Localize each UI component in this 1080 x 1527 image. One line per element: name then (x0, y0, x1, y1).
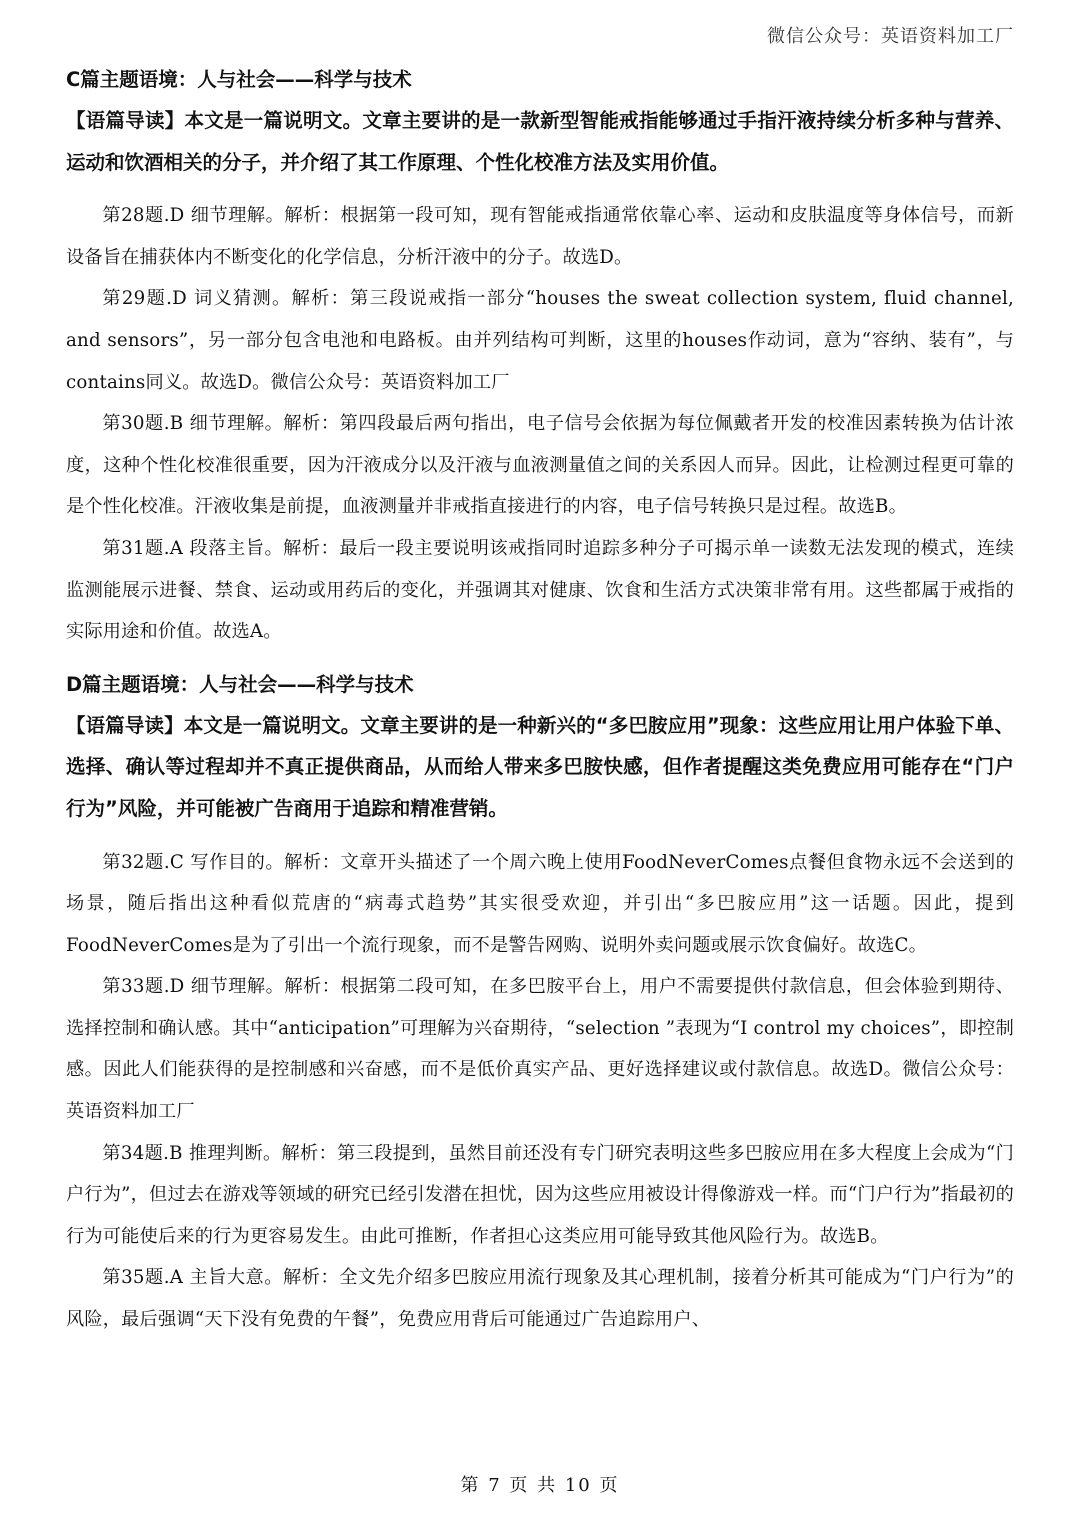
section-c (66, 60, 1014, 653)
answer-34: 第34题.B 推理判断。解析：第三段提到，虽然目前还没有专门研究表明这些多巴胺应用在多大程度上会成为“门户行为”，但过去在游戏等领域的研究已经引发潜在担忧，因为这些应用被设计得像游戏一样。而“门户行为”指最初的行为可能使后来的行为更容易发生。由此可推断，作者担心这类应用可能导致其他风险行为。故选B。 (66, 1142, 1014, 1247)
section-d-title: D篇主题语境：人与社会——科学与技术 (66, 672, 414, 696)
answer-33: 第33题.D 细节理解。解析：根据第二段可知，在多巴胺平台上，用户不需要提供付款信息，但会体验到期待、选择控制和确认感。其中“anticipation”可理解为兴奋期待，“selection ”表现为“I control my choices”，即控制感。因此人们能获得的是控制感和兴奋感，而不是低价真实产品、更好选择建议或付款信息。故选D。微信公众号：英语资料加工厂 (66, 976, 1014, 1123)
section-d (66, 665, 1014, 1341)
section-c-intro: 【语篇导读】本文是一篇说明文。文章主要讲的是一款新型智能戒指能够通过手指汗液持续分析多种与营养、运动和饮酒相关的分子，并介绍了其工作原理、个性化校准方法及实用价值。 (66, 109, 1014, 174)
answer-28: 第28题.D 细节理解。解析：根据第一段可知，现有智能戒指通常依靠心率、运动和皮肤温度等身体信号，而新设备旨在捕获体内不断变化的化学信息，分析汗液中的分子。故选D。 (66, 205, 1014, 268)
answer-29: 第29题.D 词义猜测。解析：第三段说戒指一部分“houses the sweat collection system, fluid channel, and sensors”，另一部分包含电池和电路板。由并列结构可判断，这里的houses作动词，意为“容纳、装有”，与contains同义。故选D。微信公众号：英语资料加工厂 (66, 288, 1014, 393)
answer-30: 第30题.B 细节理解。解析：第四段最后两句指出，电子信号会依据为每位佩戴者开发的校准因素转换为估计浓度，这种个性化校准很重要，因为汗液成分以及汗液与血液测量值之间的关系因人而异。因此，让检测过程更可靠的是个性化校准。汗液收集是前提，血液测量并非戒指直接进行的内容，电子信号转换只是过程。故选B。 (66, 413, 1014, 518)
answer-35: 第35题.A 主旨大意。解析：全文先介绍多巴胺应用流行现象及其心理机制，接着分析其可能成为“门户行为”的风险，最后强调“天下没有免费的午餐”，免费应用背后可能通过广告追踪用户、 (66, 1267, 1014, 1331)
section-d-intro: 【语篇导读】本文是一篇说明文。文章主要讲的是一种新兴的“多巴胺应用”现象：这些应用让用户体验下单、选择、确认等过程却并不真正提供商品，从而给人带来多巴胺快感，但作者提醒这类免费应用可能存在“门户行为”风险，并可能被广告商用于追踪和精准营销。 (66, 713, 1014, 820)
answer-32: 第32题.C 写作目的。解析：文章开头描述了一个周六晚上使用FoodNeverComes点餐但食物永远不会送到的场景，随后指出这种看似荒唐的“病毒式趋势”其实很受欢迎，并引出“多巴胺应用”这一话题。因此，提到FoodNeverComes是为了引出一个流行现象，而不是警告网购、说明外卖问题或展示饮食偏好。故选C。 (66, 851, 1014, 956)
watermark-text: 微信公众号：英语资料加工厂 (767, 26, 1014, 47)
answer-31: 第31题.A 段落主旨。解析：最后一段主要说明该戒指同时追踪多种分子可揭示单一读数无法发现的模式，连续监测能展示进餐、禁食、运动或用药后的变化，并强调其对健康、饮食和生活方式决策非常有用。这些都属于戒指的实际用途和价值。故选A。 (66, 537, 1014, 643)
page-number: 第 7 页 共 10 页 (460, 1475, 620, 1496)
section-c-title: C篇主题语境：人与社会——科学与技术 (66, 68, 412, 91)
page-content (66, 60, 1014, 1341)
